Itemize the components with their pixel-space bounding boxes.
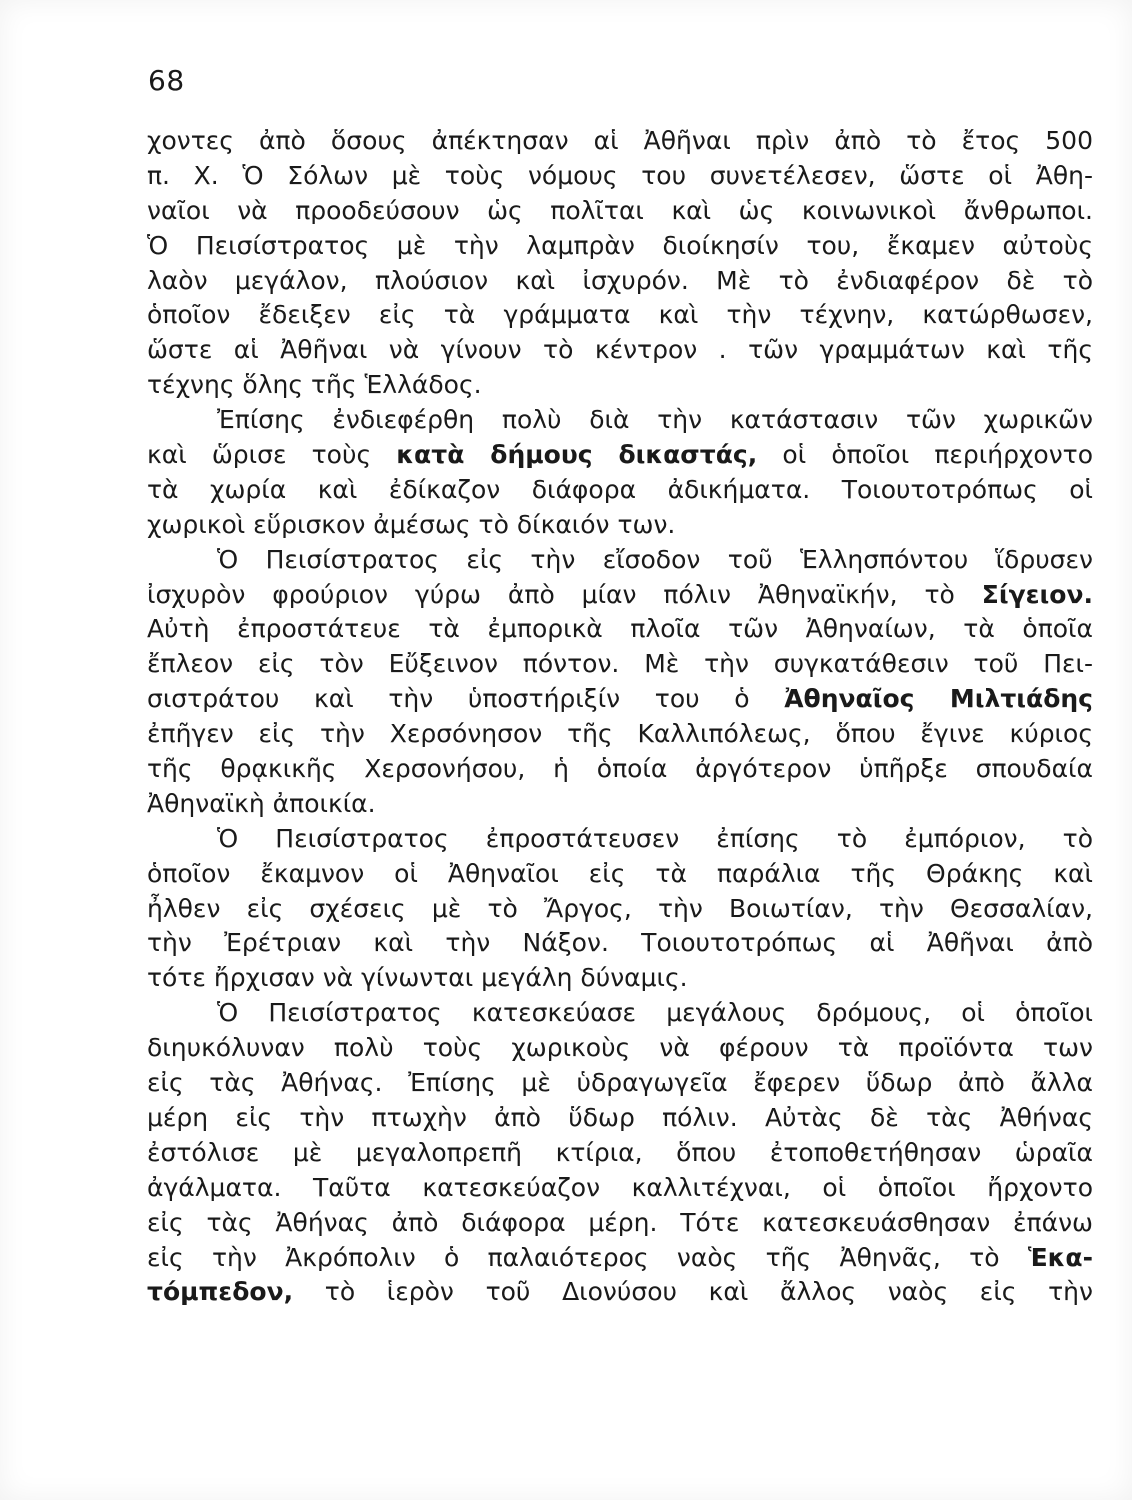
text-line: [147, 892, 1093, 927]
text-line: [147, 822, 1093, 857]
text-line: [147, 961, 1093, 996]
text-segment: π. Χ. Ὁ Σόλων μὲ τοὺς νόμους του συνετέλεσεν, ὥστε οἱ Ἀθη-: [147, 160, 1093, 190]
text-segment: Αὐτὴ ἐπροστάτευε τὰ ἐμπορικὰ πλοῖα τῶν Ἀθηναίων, τὰ ὁποῖα: [147, 614, 1093, 644]
text-segment: λαὸν μεγάλον, πλούσιον καὶ ἰσχυρόν. Μὲ τὸ ἐνδιαφέρον δὲ τὸ: [147, 265, 1093, 295]
text-line: [147, 1066, 1093, 1101]
text-segment: εἰς τὰς Ἀθήνας ἀπὸ διάφορα μέρη. Τότε κατεσκευάσθησαν ἐπάνω: [147, 1207, 1093, 1237]
text-line: [147, 752, 1093, 787]
bold-term: Σίγειον.: [981, 579, 1093, 609]
text-line: [147, 194, 1093, 229]
text-segment: Ὁ Πεισίστρατος ἐπροστάτευσεν ἐπίσης τὸ ἐμπόριον, τὸ: [217, 823, 1093, 853]
text-segment: Ὁ Πεισίστρατος εἰς τὴν εἴσοδον τοῦ Ἑλλησπόντου ἵδρυσεν: [217, 544, 1093, 574]
text-line: [147, 298, 1093, 333]
text-segment: τῆς θρᾳκικῆς Χερσονήσου, ἡ ὁποία ἀργότερον ὑπῆρξε σπουδαία: [147, 754, 1093, 784]
text-segment: Ἐπίσης ἐνδιεφέρθη πολὺ διὰ τὴν κατάστασιν τῶν χωρικῶν: [217, 405, 1093, 435]
text-segment: ἀγάλματα. Ταῦτα κατεσκεύαζον καλλιτέχναι, οἱ ὁποῖοι ἤρχοντο: [147, 1172, 1093, 1202]
text-line: [147, 473, 1093, 508]
text-segment: διηυκόλυναν πολὺ τοὺς χωρικοὺς νὰ φέρουν τὰ προϊόντα των: [147, 1033, 1093, 1063]
text-segment: ἐστόλισε μὲ μεγαλοπρεπῆ κτίρια, ὅπου ἐτοποθετήθησαν ὡραῖα: [147, 1137, 1093, 1167]
text-segment: τότε ἤρχισαν νὰ γίνωνται μεγάλη δύναμις.: [147, 963, 688, 993]
text-segment: χωρικοὶ εὕρισκον ἀμέσως τὸ δίκαιόν των.: [147, 509, 676, 539]
text-segment: ἦλθεν εἰς σχέσεις μὲ τὸ Ἄργος, τὴν Βοιωτίαν, τὴν Θεσσαλίαν,: [147, 893, 1093, 923]
text-line: [147, 124, 1093, 159]
text-segment: Ὁ Πεισίστρατος κατεσκεύασε μεγάλους δρόμους, οἱ ὁποῖοι: [217, 998, 1093, 1028]
text-segment: Ἀθηναϊκὴ ἀποικία.: [147, 788, 376, 818]
text-line: [147, 647, 1093, 682]
text-segment: ναῖοι νὰ προοδεύσουν ὡς πολῖται καὶ ὡς κοινωνικοὶ ἄνθρωποι.: [147, 195, 1093, 225]
text-line: [147, 926, 1093, 961]
text-line: [147, 403, 1093, 438]
text-line: [147, 1031, 1093, 1066]
text-line: [147, 264, 1093, 299]
text-line: [147, 159, 1093, 194]
text-segment: εἰς τὴν Ἀκρόπολιν ὁ παλαιότερος ναὸς τῆς Ἀθηνᾶς, τὸ: [147, 1242, 1028, 1272]
text-segment: Ὁ Πεισίστρατος μὲ τὴν λαμπρὰν διοίκησίν του, ἔκαμεν αὐτοὺς: [147, 230, 1093, 260]
text-line: [147, 438, 1093, 473]
text-segment: ὁποῖον ἔδειξεν εἰς τὰ γράμματα καὶ τὴν τέχνην, κατώρθωσεν,: [147, 300, 1093, 330]
text-segment: ὥστε αἱ Ἀθῆναι νὰ γίνουν τὸ κέντρον . τῶν γραμμάτων καὶ τῆς: [147, 335, 1093, 365]
text-segment: χοντες ἀπὸ ὅσους ἀπέκτησαν αἱ Ἀθῆναι πρὶν ἀπὸ τὸ ἔτος 500: [147, 126, 1093, 155]
text-line: [147, 857, 1093, 892]
text-segment: καὶ ὥρισε τοὺς: [147, 440, 397, 470]
text-line: [147, 1136, 1093, 1171]
text-line: [147, 229, 1093, 264]
text-line: [147, 1241, 1093, 1276]
text-segment: μέρη εἰς τὴν πτωχὴν ἀπὸ ὕδωρ πόλιν. Αὐτὰς δὲ τὰς Ἀθήνας: [147, 1102, 1093, 1132]
text-segment: τὸ ἱερὸν τοῦ Διονύσου καὶ ἄλλος ναὸς εἰς τὴν: [293, 1277, 1093, 1307]
body-text: [147, 124, 1093, 1310]
text-line: [147, 996, 1093, 1031]
bold-term: κατὰ δήμους δικαστάς,: [396, 440, 758, 470]
text-segment: τὰ χωρία καὶ ἐδίκαζον διάφορα ἀδικήματα. Τοιουτοτρόπως οἱ: [147, 474, 1093, 504]
text-segment: οἱ ὁποῖοι περιήρχοντο: [757, 440, 1094, 470]
text-line: [147, 1206, 1093, 1241]
text-segment: σιστράτου καὶ τὴν ὑποστήριξίν του ὁ: [147, 684, 785, 714]
text-segment: ἐπῆγεν εἰς τὴν Χερσόνησον τῆς Καλλιπόλεως, ὅπου ἔγινε κύριος: [147, 719, 1093, 749]
text-line: [147, 1275, 1093, 1310]
bold-term: Ἀθηναῖος Μιλτιάδης: [784, 684, 1093, 714]
text-line: [147, 1101, 1093, 1136]
text-segment: τὴν Ἐρέτριαν καὶ τὴν Νάξον. Τοιουτοτρόπως αἱ Ἀθῆναι ἀπὸ: [147, 928, 1093, 958]
text-segment: ἔπλεον εἰς τὸν Εὔξεινον πόντον. Μὲ τὴν συγκατάθεσιν τοῦ Πει-: [147, 649, 1093, 679]
text-line: [147, 682, 1093, 717]
text-segment: τέχνης ὅλης τῆς Ἑλλάδος.: [147, 370, 482, 400]
text-line: [147, 1171, 1093, 1206]
text-line: [147, 787, 1093, 822]
text-line: [147, 578, 1093, 613]
text-line: [147, 508, 1093, 543]
text-segment: ὁποῖον ἔκαμνον οἱ Ἀθηναῖοι εἰς τὰ παράλια τῆς Θράκης καὶ: [147, 858, 1093, 888]
text-line: [147, 612, 1093, 647]
text-line: [147, 333, 1093, 368]
text-line: [147, 368, 1093, 403]
bold-term: τόμπεδον,: [147, 1277, 294, 1307]
text-line: [147, 717, 1093, 752]
bold-term: Ἑκα-: [1027, 1242, 1093, 1272]
page-number: 68: [148, 64, 185, 97]
text-segment: ἰσχυρὸν φρούριον γύρω ἀπὸ μίαν πόλιν Ἀθηναϊκήν, τὸ: [147, 579, 982, 609]
text-line: [147, 543, 1093, 578]
text-segment: εἰς τὰς Ἀθήνας. Ἐπίσης μὲ ὑδραγωγεῖα ἔφερεν ὕδωρ ἀπὸ ἄλλα: [147, 1068, 1093, 1098]
